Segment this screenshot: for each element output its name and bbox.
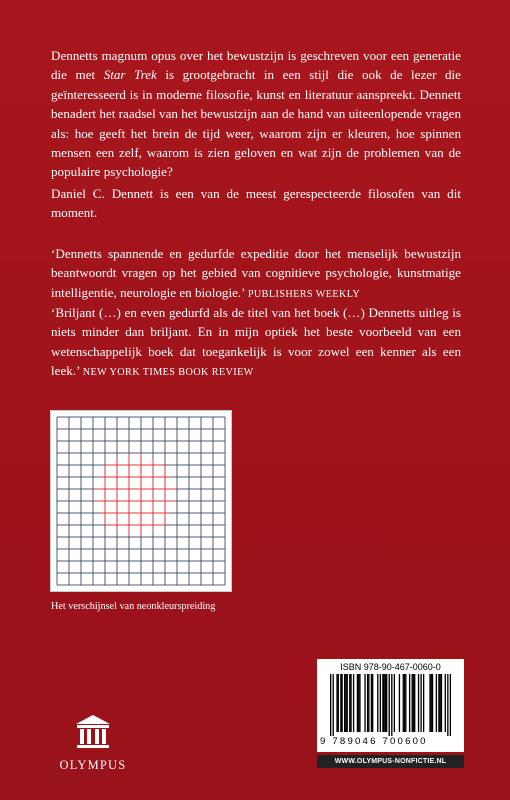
quote-2-source: NEW YORK TIMES BOOK REVIEW: [82, 367, 254, 379]
barcode-bar: [383, 674, 384, 732]
barcode-bar: [399, 674, 400, 732]
barcode-bar: [382, 674, 383, 732]
barcode-bar: [345, 674, 346, 732]
barcode-bar: [445, 674, 446, 732]
barcode-bars: [330, 674, 451, 736]
barcode-bar: [432, 674, 433, 732]
barcode-bar: [431, 674, 432, 732]
barcode-bar: [447, 674, 448, 736]
intro-text-start: Dennetts magnum opus over het bewustzijn is geschreven voor een generatie die met: [51, 48, 461, 83]
quote-1-source: PUBLISHERS WEEKLY: [247, 288, 361, 300]
barcode-bar: [377, 674, 378, 732]
barcode-bar: [429, 674, 430, 732]
barcode-digits: 9 789046 700600: [320, 736, 428, 747]
barcode-bar: [358, 674, 359, 732]
barcode-bar: [357, 674, 358, 732]
barcode-bar: [350, 674, 351, 732]
barcode-bar: [412, 674, 413, 732]
barcode-bar: [441, 674, 442, 732]
barcode-bar: [403, 674, 404, 732]
barcode-bar: [391, 674, 392, 736]
barcode-bar: [409, 674, 410, 732]
barcode-bar: [450, 674, 451, 736]
figure-caption: Het verschijnsel van neonkleurspreiding: [51, 601, 216, 612]
barcode-bar: [418, 674, 419, 732]
barcode-bar: [364, 674, 365, 732]
barcode: [317, 659, 464, 752]
barcode-bar: [405, 674, 406, 732]
quote-2-text: ‘Briljant (…) en even gedurfd als de titel van het boek (…) Dennetts uitleg is niets minder dan briljant. En in mijn optiek het beste voorbeeld van een wetenschappelijk boek dat toegankelijk is voor zowel een kenner als een leek.’: [51, 305, 461, 379]
barcode-bar: [385, 674, 386, 732]
barcode-bar: [333, 674, 334, 736]
barcode-bar: [389, 674, 390, 736]
isbn-label: ISBN 978-90-467-0060-0: [340, 662, 441, 672]
barcode-bar: [359, 674, 360, 732]
barcode-bar: [338, 674, 339, 732]
grid-illusion-image: [51, 411, 231, 591]
author-bio: Daniel C. Dennett is een van de meest gerespecteerde filosofen van dit moment.: [51, 186, 461, 221]
barcode-bar: [368, 674, 369, 732]
barcode-bar: [347, 674, 348, 732]
barcode-bar: [330, 674, 331, 736]
intro-text-italic: Star Trek: [103, 67, 157, 83]
barcode-bar: [414, 674, 415, 732]
neon-color-spreading-figure: [51, 411, 231, 591]
barcode-bar: [413, 674, 414, 732]
barcode-bar: [420, 674, 421, 732]
intro-text-end: is grootgebracht in een stijl die ook de lezer die geïnteresseerd is in moderne filosofie, kunst en literatuur aanspreekt. Dennett benadert het raadsel van het bewustzijn aan de hand van uiteenlopende vragen als: hoe geeft het brein de tijd weer, waarom zijn er kleuren, hoe spinnen mensen een zelf, waarom is zien geloven en wat zijn de problemen van de populaire psychologie?: [51, 67, 461, 180]
barcode-bar: [372, 674, 373, 732]
barcode-bar: [367, 674, 368, 732]
barcode-bar: [336, 674, 337, 732]
barcode-bar: [340, 674, 341, 732]
review-quote-2: [51, 303, 461, 383]
barcode-bar: [423, 674, 424, 732]
temple-icon: [74, 713, 112, 753]
barcode-bar: [386, 674, 387, 732]
review-quote-1: [51, 244, 461, 304]
barcode-bar: [440, 674, 441, 732]
barcode-bar: [438, 674, 439, 732]
barcode-bar: [353, 674, 354, 732]
publisher-name: OLYMPUS: [59, 758, 127, 772]
intro-paragraph: [51, 46, 461, 182]
barcode-bar: [341, 674, 342, 732]
barcode-bar: [371, 674, 372, 732]
barcode-bar: [404, 674, 405, 732]
barcode-bar: [344, 674, 345, 732]
barcode-bar: [394, 674, 395, 732]
quote-1-text: ‘Dennetts spannende en gedurfde expeditie door het menselijk bewustzijn beantwoordt vragen op het gebied van cognitieve psychologie, kunstmatige intelligentie, neurologie en biologie.’: [51, 246, 461, 300]
barcode-bar: [436, 674, 437, 732]
barcode-bar: [380, 674, 381, 732]
website-url[interactable]: WWW.OLYMPUS-NONFICTIE.NL: [317, 755, 464, 768]
barcode-bar: [349, 674, 350, 732]
